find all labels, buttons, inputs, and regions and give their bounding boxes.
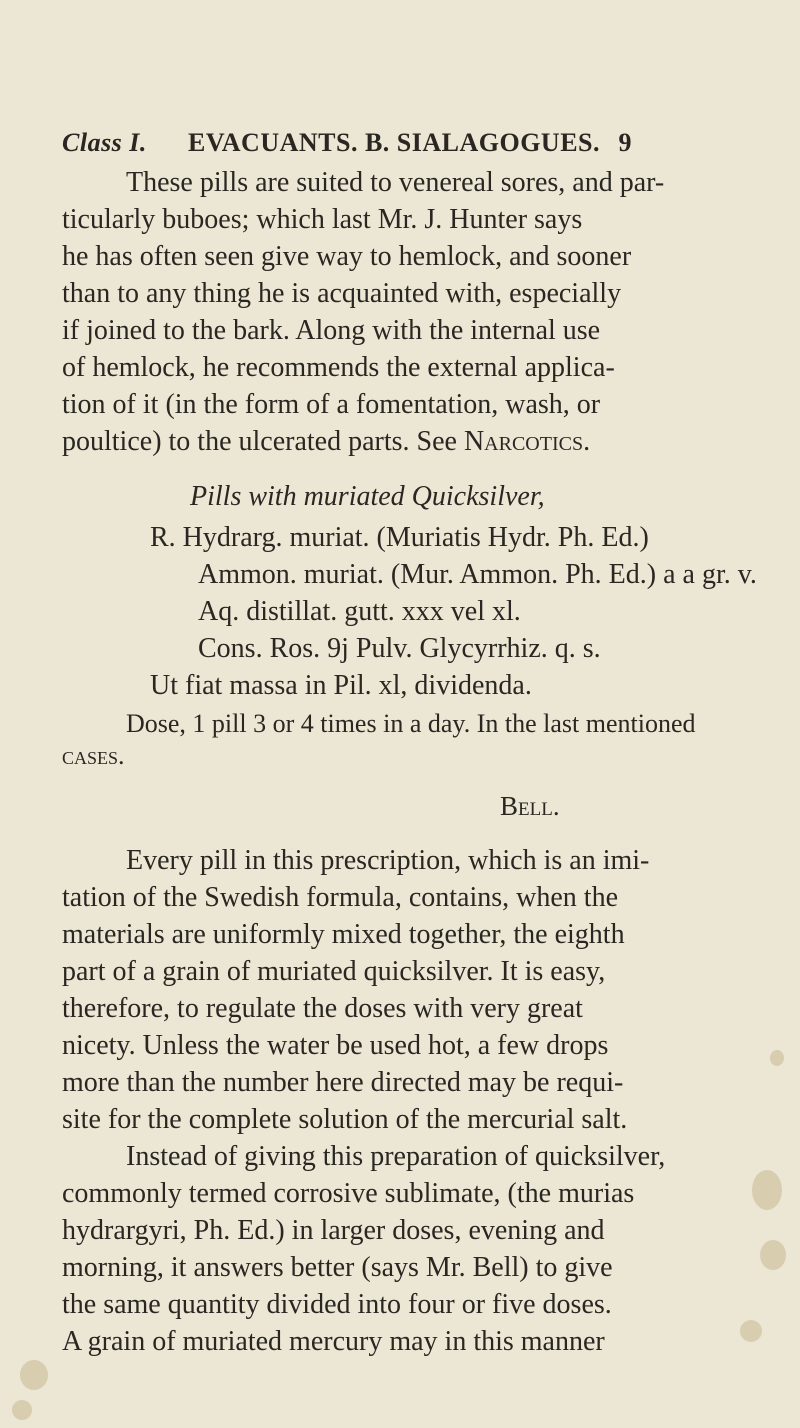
paragraph-line: materials are uniformly mixed together, the eighth: [62, 919, 625, 950]
paragraph-line: the same quantity divided into four or five doses.: [62, 1289, 612, 1320]
recipe-line: Ammon. muriat. (Mur. Ammon. Ph. Ed.) a a gr. v.: [198, 559, 757, 590]
paper-stain: [770, 1050, 784, 1066]
recipe-line: Ut fiat massa in Pil. xl, dividenda.: [150, 670, 532, 701]
paragraph-line: site for the complete solution of the mercurial salt.: [62, 1104, 628, 1135]
section-title: EVACUANTS. B. SIALAGOGUES.: [188, 128, 601, 157]
dose-line: Dose, 1 pill 3 or 4 times in a day. In the last mentioned: [126, 709, 696, 738]
recipe-line: Cons. Ros. 9j Pulv. Glycyrrhiz. q. s.: [198, 633, 601, 664]
paragraph-line: if joined to the bark. Along with the internal use: [62, 315, 601, 346]
paper-stain: [20, 1360, 48, 1390]
paragraph-text: poultice) to the ulcerated parts. See: [62, 426, 464, 457]
paragraph-line: commonly termed corrosive sublimate, (the murias: [62, 1178, 635, 1209]
paragraph-line: of hemlock, he recommends the external applica-: [62, 352, 615, 383]
recipe-title: Pills with muriated Quicksilver,: [190, 481, 545, 512]
paper-stain: [740, 1320, 762, 1342]
paragraph-line: A grain of muriated mercury may in this manner: [62, 1326, 605, 1357]
paragraph-line: nicety. Unless the water be used hot, a few drops: [62, 1030, 609, 1061]
attribution: Bell.: [500, 791, 560, 821]
recipe-line: R. Hydrarg. muriat. (Muriatis Hydr. Ph. Ed.): [150, 522, 649, 553]
paragraph-line: tation of the Swedish formula, contains, when the: [62, 882, 618, 913]
paragraph-line: These pills are suited to venereal sores, and par-: [126, 167, 665, 198]
paper-stain: [752, 1170, 782, 1210]
cross-reference: Narcotics.: [463, 426, 591, 457]
paragraph-line: part of a grain of muriated quicksilver. It is easy,: [62, 956, 606, 987]
paper-stain: [760, 1240, 786, 1270]
paragraph-line: ticularly buboes; which last Mr. J. Hunter says: [62, 204, 583, 235]
class-label: Class I.: [62, 128, 147, 157]
paragraph-line: than to any thing he is acquainted with, especially: [62, 278, 622, 309]
recipe-line: Aq. distillat. gutt. xxx vel xl.: [198, 596, 521, 627]
paragraph-line: morning, it answers better (says Mr. Bell) to give: [62, 1252, 613, 1283]
paragraph-line: [62, 424, 590, 460]
running-header: [62, 128, 632, 170]
paragraph-line: more than the number here directed may be requi-: [62, 1067, 624, 1098]
paragraph-line: hydrargyri, Ph. Ed.) in larger doses, evening and: [62, 1215, 605, 1246]
paragraph-line: therefore, to regulate the doses with very great: [62, 993, 583, 1024]
paragraph-line: Every pill in this prescription, which is an imi-: [126, 845, 650, 876]
dose-line: cases.: [62, 741, 125, 770]
paragraph-line: tion of it (in the form of a fomentation, wash, or: [62, 389, 601, 420]
page-number: 9: [618, 128, 632, 157]
paragraph-line: he has often seen give way to hemlock, and sooner: [62, 241, 632, 272]
paper-stain: [12, 1400, 32, 1420]
paragraph-line: Instead of giving this preparation of quicksilver,: [126, 1141, 666, 1172]
